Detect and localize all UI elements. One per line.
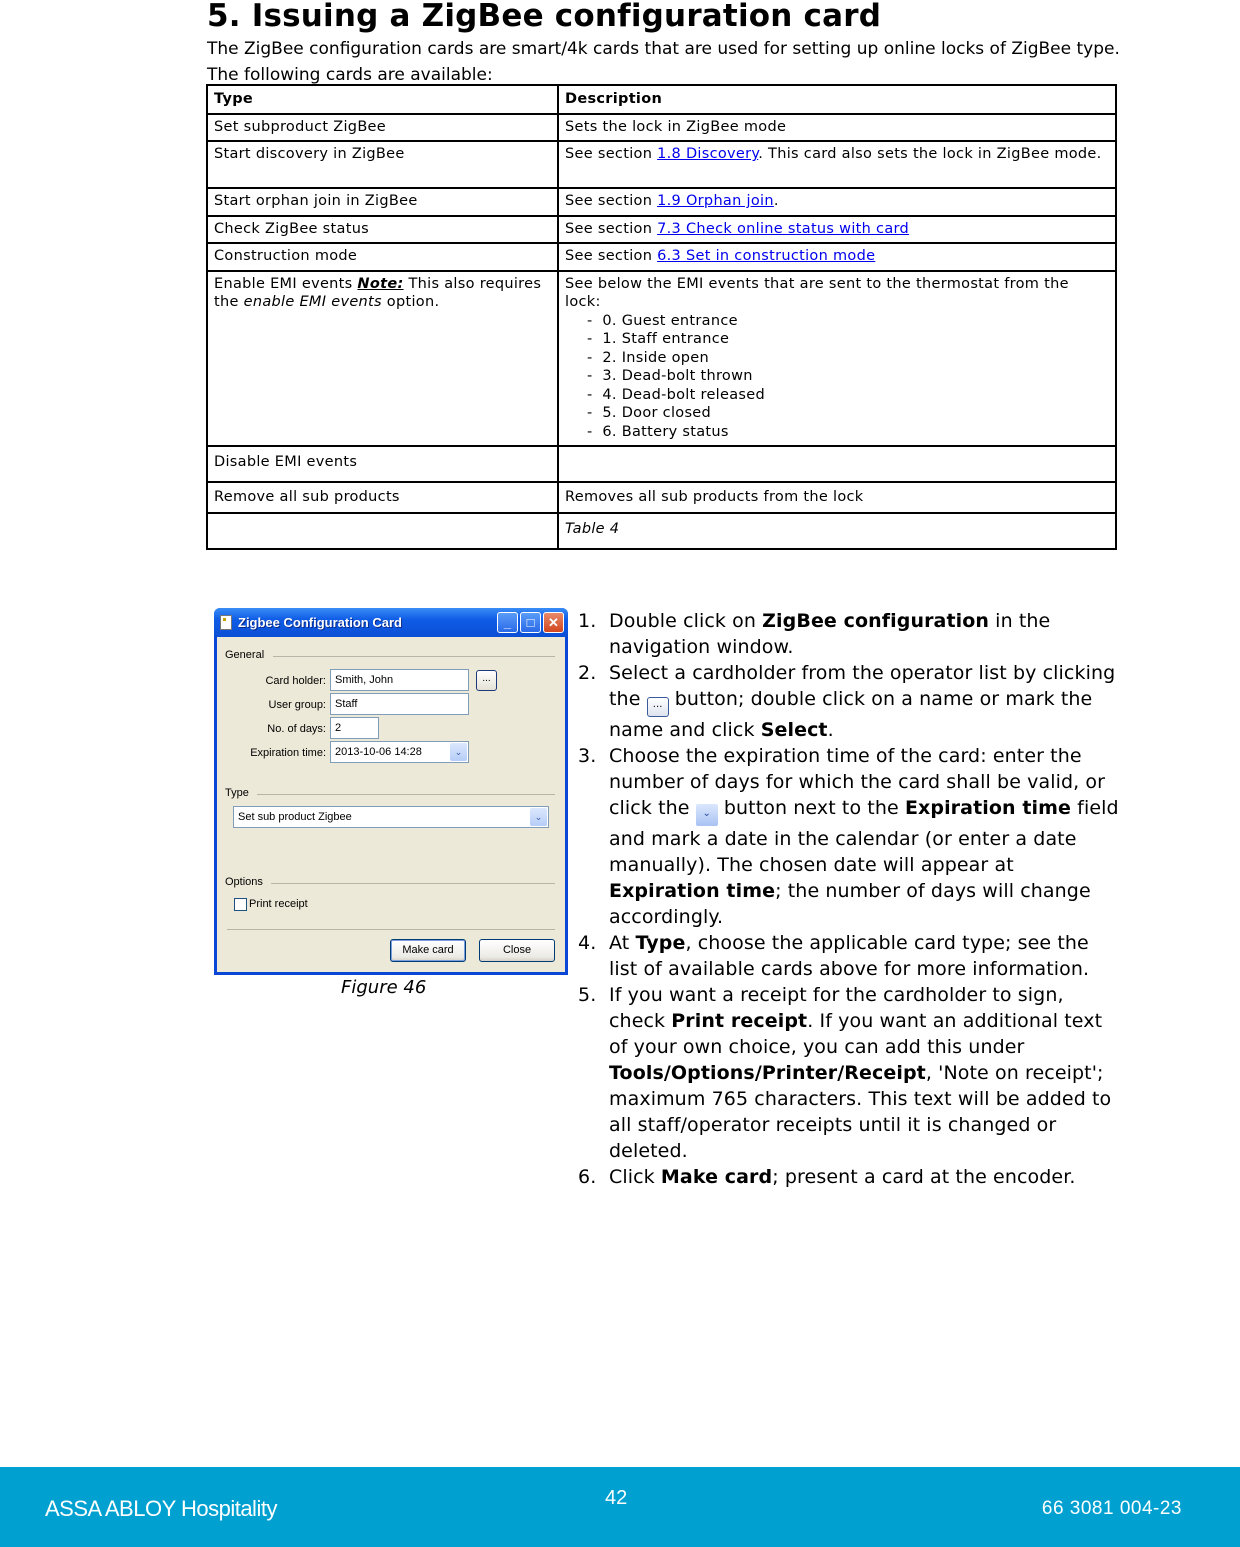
type-cell: Remove all sub products xyxy=(207,482,558,513)
step-text: . If you want an additional text of your own choice, you can add this under xyxy=(609,1010,1103,1058)
step-3 xyxy=(578,743,1123,930)
table-row xyxy=(207,482,1116,513)
print-receipt-label: Print receipt xyxy=(249,898,308,910)
step-text: , 'Note on receipt'; maximum 765 characters. This text will be added to all staff/operator receipts until it is changed or deleted. xyxy=(609,1062,1112,1162)
list-item: - 5. Door closed xyxy=(587,404,1109,423)
link-check-online-status[interactable]: 7.3 Check online status with card xyxy=(657,220,910,237)
table-row xyxy=(207,216,1116,244)
empty-cell xyxy=(207,513,558,549)
divider xyxy=(271,883,555,884)
brand-name: ASSA ABLOY Hospitality xyxy=(45,1496,277,1521)
type-text: Enable EMI events xyxy=(214,275,358,292)
step-text: button; double click on a name or mark the name and click xyxy=(609,688,1093,741)
step-1 xyxy=(578,608,1123,660)
step-text: , choose the applicable card type; see the list of available cards above for more information. xyxy=(609,932,1090,980)
minimize-button[interactable]: _ xyxy=(497,612,518,633)
description-text: See below the EMI events that are sent to the thermostat from the lock: xyxy=(565,275,1069,310)
page-footer xyxy=(0,1467,1240,1547)
options-group-label: Options xyxy=(225,876,263,888)
close-window-button[interactable]: ✕ xyxy=(543,612,564,633)
step-text: button next to the xyxy=(717,797,905,819)
list-item: - 2. Inside open xyxy=(587,349,1109,368)
close-button[interactable]: Close xyxy=(479,939,555,962)
days-field[interactable]: 2 xyxy=(330,717,379,739)
option-name: enable EMI events xyxy=(243,294,382,310)
user-group-label: User group: xyxy=(268,699,326,711)
step-2 xyxy=(578,660,1123,743)
step-4 xyxy=(578,930,1123,982)
page-number: 42 xyxy=(605,1487,628,1509)
link-discovery[interactable]: 1.8 Discovery xyxy=(657,146,759,162)
step-5 xyxy=(578,982,1123,1164)
table-row xyxy=(207,271,1116,447)
step-emphasis: Select xyxy=(760,719,828,741)
type-cell: Set subproduct ZigBee xyxy=(207,114,558,142)
step-emphasis: Expiration time xyxy=(904,797,1072,819)
browse-button-icon: ... xyxy=(647,697,669,717)
description-cell xyxy=(558,243,1116,271)
list-item: - 1. Staff entrance xyxy=(587,330,1109,349)
emi-events-list xyxy=(587,312,1109,442)
table-header-row xyxy=(207,85,1116,114)
step-text: . xyxy=(827,719,834,741)
table-row xyxy=(207,243,1116,271)
make-card-button[interactable]: Make card xyxy=(390,939,466,962)
dialog-body xyxy=(217,637,565,972)
description-cell xyxy=(558,141,1116,188)
description-text: See section xyxy=(565,146,658,162)
step-text: Choose the expiration time of the card: enter the number of days for which the card shall be valid, or click the xyxy=(609,745,1106,819)
step-emphasis: Type xyxy=(635,932,686,954)
description-cell xyxy=(558,446,1116,482)
step-emphasis: Make card xyxy=(660,1166,773,1188)
card-type-value: Set sub product Zigbee xyxy=(238,811,352,823)
list-item: - 3. Dead-bolt thrown xyxy=(587,367,1109,386)
description-cell: Sets the lock in ZigBee mode xyxy=(558,114,1116,142)
general-group-label: General xyxy=(225,649,265,661)
table-row xyxy=(207,114,1116,142)
step-emphasis: Tools/Options/Printer/Receipt xyxy=(609,1062,926,1084)
step-emphasis: Expiration time xyxy=(609,880,776,902)
description-cell xyxy=(558,188,1116,216)
dialog-titlebar[interactable] xyxy=(214,608,568,637)
description-text: See section xyxy=(565,193,658,209)
column-header-type: Type xyxy=(207,85,558,114)
note-label: Note: xyxy=(357,275,404,292)
document-number: 66 3081 004-23 xyxy=(1041,1498,1182,1519)
type-cell: Check ZigBee status xyxy=(207,216,558,244)
description-text: See section xyxy=(565,248,658,264)
figure-caption: Figure 46 xyxy=(341,977,427,998)
description-cell: Removes all sub products from the lock xyxy=(558,482,1116,513)
zigbee-configuration-dialog xyxy=(214,608,568,975)
maximize-button[interactable]: □ xyxy=(520,612,541,633)
type-cell: Start orphan join in ZigBee xyxy=(207,188,558,216)
card-holder-field[interactable]: Smith, John xyxy=(330,669,469,691)
list-item: - 0. Guest entrance xyxy=(587,312,1109,331)
description-text: . This card also sets the lock in ZigBee mode. xyxy=(758,146,1102,162)
step-emphasis: Print receipt xyxy=(671,1010,808,1032)
description-text: . xyxy=(773,193,779,209)
table-row xyxy=(207,188,1116,216)
table-row xyxy=(207,141,1116,188)
divider xyxy=(227,929,555,930)
table-caption: Table 4 xyxy=(558,513,1116,549)
step-text: Click xyxy=(609,1166,661,1188)
link-construction-mode[interactable]: 6.3 Set in construction mode xyxy=(657,248,876,264)
type-group-label: Type xyxy=(225,787,249,799)
card-type-select[interactable] xyxy=(233,806,549,828)
step-text: Double click on xyxy=(609,610,763,632)
chevron-down-icon[interactable]: ⌄ xyxy=(450,743,467,761)
divider xyxy=(257,794,555,795)
days-label: No. of days: xyxy=(267,723,326,735)
chevron-down-icon[interactable]: ⌄ xyxy=(530,808,547,826)
type-cell: Start discovery in ZigBee xyxy=(207,141,558,188)
description-text: See section xyxy=(565,220,658,237)
step-text: If you want a receipt for the cardholder to sign, check xyxy=(609,984,1064,1032)
instruction-steps xyxy=(578,608,1123,1190)
step-6 xyxy=(578,1164,1123,1190)
step-text: ; the number of days will change accordingly. xyxy=(609,880,1091,928)
dialog-title: Zigbee Configuration Card xyxy=(238,615,402,630)
link-orphan-join[interactable]: 1.9 Orphan join xyxy=(657,193,774,209)
step-text: in the navigation window. xyxy=(609,610,1051,658)
print-receipt-checkbox[interactable] xyxy=(234,898,247,911)
expiration-time-combo[interactable] xyxy=(330,741,469,763)
divider xyxy=(273,656,555,657)
type-text: This also requires the xyxy=(214,275,542,310)
description-cell xyxy=(558,216,1116,244)
intro-paragraph: The ZigBee configuration cards are smart/4k cards that are used for setting up online locks of ZigBee type. The following cards are available: xyxy=(207,39,1120,85)
browse-cardholder-button[interactable]: ... xyxy=(476,670,497,691)
caption-row xyxy=(207,513,1116,549)
column-header-description: Description xyxy=(558,85,1116,114)
page-title: 5. Issuing a ZigBee configuration card xyxy=(207,0,882,34)
expiration-time-value: 2013-10-06 14:28 xyxy=(335,746,422,758)
table-row xyxy=(207,446,1116,482)
type-text: option. xyxy=(381,294,440,310)
type-cell xyxy=(207,271,558,447)
type-cell: Construction mode xyxy=(207,243,558,271)
description-cell xyxy=(558,271,1116,447)
type-cell: Disable EMI events xyxy=(207,446,558,482)
card-app-icon xyxy=(220,615,232,630)
step-text: ; present a card at the encoder. xyxy=(772,1166,1076,1188)
user-group-field[interactable]: Staff xyxy=(330,693,469,715)
card-types-table xyxy=(206,84,1117,550)
step-text: At xyxy=(609,932,636,954)
chevron-down-icon: ⌄ xyxy=(696,804,718,826)
card-holder-label: Card holder: xyxy=(265,675,326,687)
step-emphasis: ZigBee configuration xyxy=(762,610,990,632)
list-item: - 4. Dead-bolt released xyxy=(587,386,1109,405)
list-item: - 6. Battery status xyxy=(587,423,1109,442)
expiration-time-label: Expiration time: xyxy=(250,747,326,759)
step-text: Select a cardholder from the operator list by clicking the xyxy=(609,662,1116,710)
step-text: field and mark a date in the calendar (or enter a date manually). The chosen date will appear at xyxy=(609,797,1119,876)
